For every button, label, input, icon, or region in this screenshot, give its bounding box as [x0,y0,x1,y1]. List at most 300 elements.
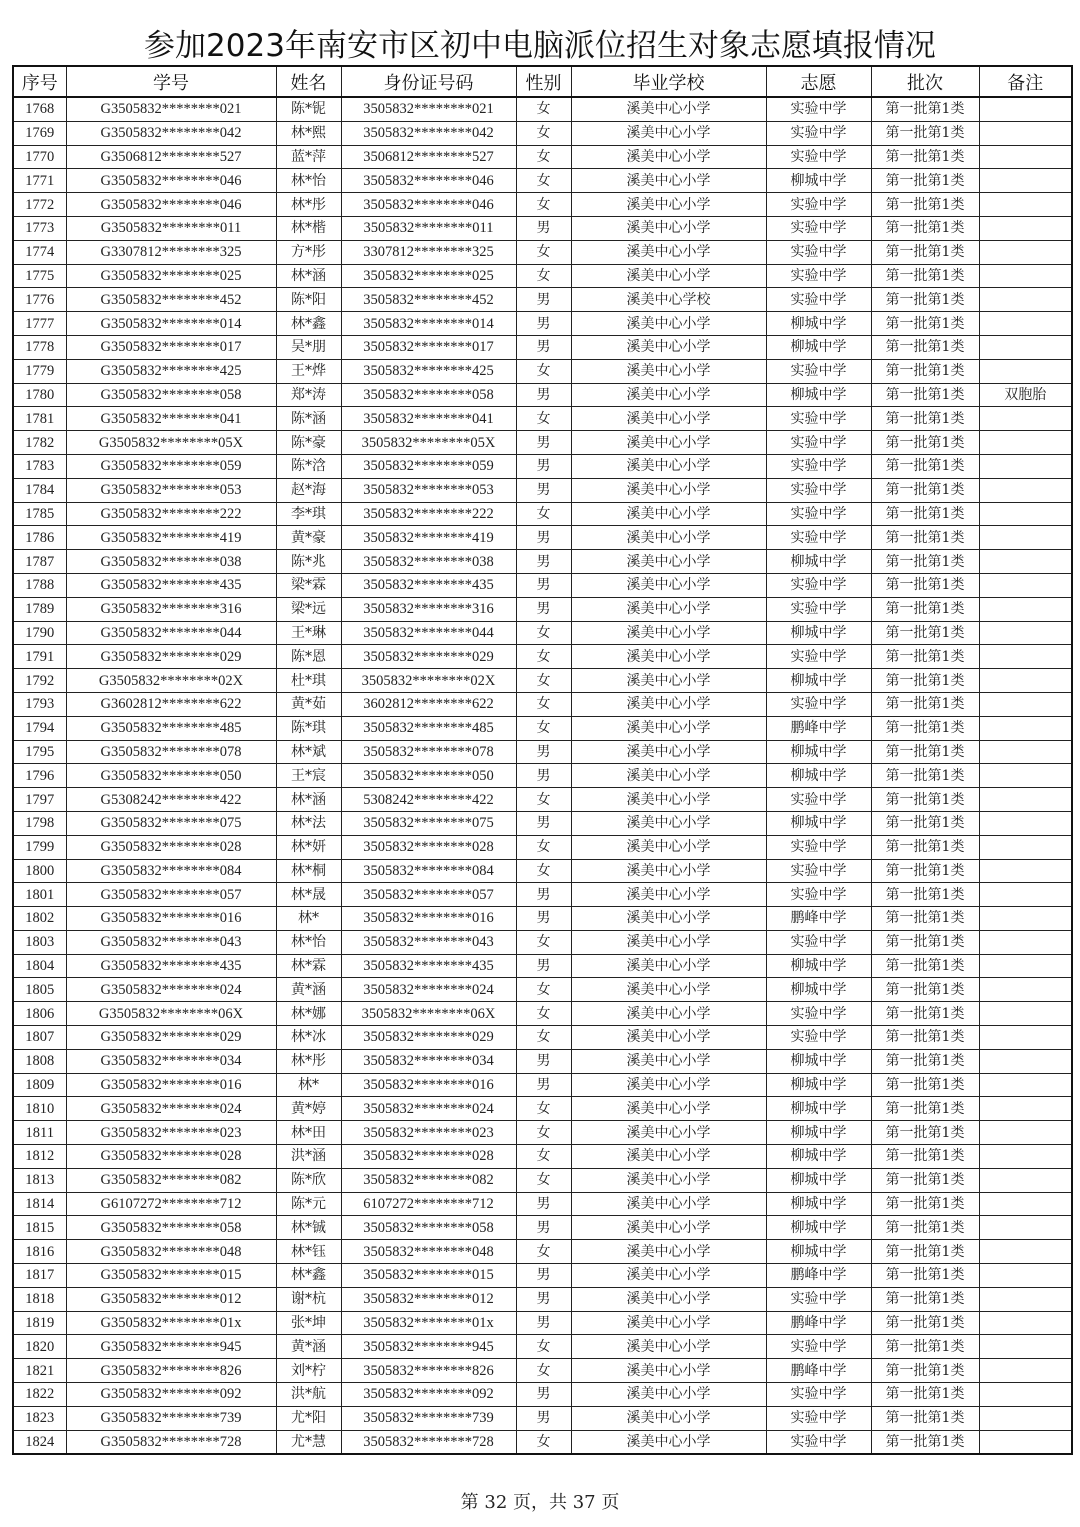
cell-student-id: G3505832********082 [66,1168,276,1192]
cell-remarks [979,716,1072,740]
cell-student-id: G3505832********075 [66,811,276,835]
cell-gender: 女 [516,1121,571,1145]
cell-preference: 实验中学 [766,883,871,907]
cell-graduation-school: 溪美中心小学 [571,383,766,407]
cell-id-number: 3505832********029 [341,645,516,669]
cell-gender: 女 [516,1240,571,1264]
cell-graduation-school: 溪美中心小学 [571,407,766,431]
cell-gender: 男 [516,431,571,455]
cell-remarks [979,478,1072,502]
cell-graduation-school: 溪美中心小学 [571,359,766,383]
cell-preference: 实验中学 [766,502,871,526]
table-row [13,907,1072,931]
cell-name: 林*钰 [276,1240,341,1264]
cell-student-id: G6107272********712 [66,1192,276,1216]
cell-id-number: 3505832********452 [341,288,516,312]
cell-gender: 男 [516,597,571,621]
cell-id-number: 3505832********082 [341,1168,516,1192]
cell-index: 1772 [13,193,66,217]
cell-preference: 实验中学 [766,216,871,240]
cell-id-number: 3505832********016 [341,1073,516,1097]
cell-student-id: G3505832********024 [66,1097,276,1121]
cell-index: 1771 [13,169,66,193]
cell-batch: 第一批第1类 [871,1192,979,1216]
cell-preference: 实验中学 [766,478,871,502]
cell-gender: 女 [516,359,571,383]
cell-name: 李*琪 [276,502,341,526]
cell-preference: 实验中学 [766,431,871,455]
cell-preference: 柳城中学 [766,954,871,978]
cell-batch: 第一批第1类 [871,1145,979,1169]
cell-gender: 女 [516,692,571,716]
cell-graduation-school: 溪美中心小学 [571,1097,766,1121]
cell-batch: 第一批第1类 [871,216,979,240]
cell-gender: 女 [516,1335,571,1359]
table-row [13,597,1072,621]
cell-remarks [979,1264,1072,1288]
cell-batch: 第一批第1类 [871,811,979,835]
table-row [13,621,1072,645]
page-indicator: 第 32 页，共 37 页 [460,1492,620,1513]
cell-remarks [979,169,1072,193]
cell-id-number: 3505832********034 [341,1049,516,1073]
cell-gender: 女 [516,145,571,169]
table-row [13,764,1072,788]
cell-name: 赵*海 [276,478,341,502]
cell-graduation-school: 溪美中心小学 [571,193,766,217]
cell-student-id: G3505832********435 [66,954,276,978]
cell-name: 林*妍 [276,835,341,859]
cell-remarks [979,240,1072,264]
cell-remarks [979,692,1072,716]
cell-student-id: G3505832********046 [66,193,276,217]
cell-student-id: G3505832********017 [66,335,276,359]
cell-graduation-school: 溪美中心小学 [571,835,766,859]
cell-name: 谢*杭 [276,1287,341,1311]
cell-batch: 第一批第1类 [871,193,979,217]
cell-graduation-school: 溪美中心小学 [571,978,766,1002]
cell-student-id: G3505832********826 [66,1359,276,1383]
cell-batch: 第一批第1类 [871,264,979,288]
cell-id-number: 3505832********053 [341,478,516,502]
cell-remarks [979,1121,1072,1145]
cell-student-id: G3505832********316 [66,597,276,621]
cell-name: 梁*远 [276,597,341,621]
cell-student-id: G3505832********05X [66,431,276,455]
cell-preference: 实验中学 [766,240,871,264]
cell-id-number: 3505832********945 [341,1335,516,1359]
cell-batch: 第一批第1类 [871,383,979,407]
cell-remarks [979,359,1072,383]
cell-student-id: G3505832********485 [66,716,276,740]
cell-batch: 第一批第1类 [871,788,979,812]
cell-graduation-school: 溪美中心小学 [571,669,766,693]
cell-index: 1778 [13,335,66,359]
cell-remarks [979,1097,1072,1121]
cell-student-id: G3505832********021 [66,97,276,121]
cell-batch: 第一批第1类 [871,954,979,978]
table-row [13,121,1072,145]
cell-gender: 女 [516,240,571,264]
table-row [13,645,1072,669]
cell-graduation-school: 溪美中心小学 [571,883,766,907]
cell-name: 郑*涛 [276,383,341,407]
cell-gender: 男 [516,1073,571,1097]
cell-graduation-school: 溪美中心小学 [571,121,766,145]
cell-id-number: 3505832********826 [341,1359,516,1383]
cell-name: 林*楷 [276,216,341,240]
cell-index: 1818 [13,1287,66,1311]
cell-graduation-school: 溪美中心小学 [571,454,766,478]
cell-preference: 鹏峰中学 [766,1264,871,1288]
cell-batch: 第一批第1类 [871,288,979,312]
cell-id-number: 3505832********485 [341,716,516,740]
cell-index: 1824 [13,1430,66,1454]
cell-index: 1786 [13,526,66,550]
cell-name: 尤*慧 [276,1430,341,1454]
cell-gender: 女 [516,193,571,217]
cell-preference: 柳城中学 [766,621,871,645]
cell-preference: 实验中学 [766,930,871,954]
cell-batch: 第一批第1类 [871,1311,979,1335]
cell-gender: 女 [516,1359,571,1383]
cell-preference: 柳城中学 [766,550,871,574]
cell-gender: 女 [516,859,571,883]
cell-remarks [979,1168,1072,1192]
cell-id-number: 3505832********038 [341,550,516,574]
cell-graduation-school: 溪美中心小学 [571,1240,766,1264]
cell-remarks [979,431,1072,455]
cell-preference: 实验中学 [766,1406,871,1430]
cell-id-number: 3505832********425 [341,359,516,383]
cell-remarks [979,1335,1072,1359]
table-row [13,240,1072,264]
cell-remarks [979,550,1072,574]
cell-name: 林*田 [276,1121,341,1145]
cell-graduation-school: 溪美中心学校 [571,288,766,312]
cell-id-number: 3505832********058 [341,1216,516,1240]
cell-preference: 实验中学 [766,193,871,217]
cell-name: 林*铖 [276,1216,341,1240]
cell-batch: 第一批第1类 [871,930,979,954]
cell-name: 洪*涵 [276,1145,341,1169]
cell-id-number: 3505832********012 [341,1287,516,1311]
cell-preference: 柳城中学 [766,335,871,359]
table-row [13,216,1072,240]
cell-batch: 第一批第1类 [871,883,979,907]
cell-gender: 男 [516,454,571,478]
cell-batch: 第一批第1类 [871,1026,979,1050]
cell-index: 1770 [13,145,66,169]
cell-preference: 实验中学 [766,1430,871,1454]
table-row [13,431,1072,455]
cell-gender: 男 [516,216,571,240]
cell-index: 1779 [13,359,66,383]
cell-name: 林*彤 [276,193,341,217]
cell-student-id: G3505832********024 [66,978,276,1002]
cell-gender: 女 [516,645,571,669]
cell-batch: 第一批第1类 [871,1121,979,1145]
cell-student-id: G3505832********014 [66,312,276,336]
cell-preference: 柳城中学 [766,1049,871,1073]
table-row [13,526,1072,550]
cell-gender: 男 [516,573,571,597]
cell-id-number: 3505832********042 [341,121,516,145]
cell-preference: 柳城中学 [766,169,871,193]
cell-gender: 男 [516,1192,571,1216]
col-header-preference: 志愿 [766,66,871,97]
cell-index: 1816 [13,1240,66,1264]
cell-index: 1808 [13,1049,66,1073]
cell-graduation-school: 溪美中心小学 [571,264,766,288]
cell-id-number: 3505832********419 [341,526,516,550]
cell-id-number: 3505832********014 [341,312,516,336]
cell-name: 陈*涵 [276,407,341,431]
table-row [13,669,1072,693]
cell-index: 1814 [13,1192,66,1216]
cell-gender: 女 [516,121,571,145]
cell-remarks: 双胞胎 [979,383,1072,407]
cell-name: 方*彤 [276,240,341,264]
cell-batch: 第一批第1类 [871,121,979,145]
cell-preference: 实验中学 [766,835,871,859]
cell-graduation-school: 溪美中心小学 [571,169,766,193]
cell-id-number: 3505832********016 [341,907,516,931]
cell-graduation-school: 溪美中心小学 [571,145,766,169]
cell-id-number: 3505832********024 [341,1097,516,1121]
table-row [13,883,1072,907]
table-row [13,1049,1072,1073]
cell-id-number: 3505832********046 [341,169,516,193]
cell-student-id: G3505832********023 [66,1121,276,1145]
cell-batch: 第一批第1类 [871,573,979,597]
cell-remarks [979,1073,1072,1097]
table-row [13,1406,1072,1430]
cell-preference: 鹏峰中学 [766,716,871,740]
cell-student-id: G3505832********038 [66,550,276,574]
cell-student-id: G3505832********016 [66,907,276,931]
cell-remarks [979,788,1072,812]
cell-id-number: 3505832********084 [341,859,516,883]
cell-student-id: G3505832********945 [66,1335,276,1359]
cell-name: 蓝*萍 [276,145,341,169]
table-row [13,573,1072,597]
cell-id-number: 3506812********527 [341,145,516,169]
cell-student-id: G3602812********622 [66,692,276,716]
cell-id-number: 5308242********422 [341,788,516,812]
cell-index: 1799 [13,835,66,859]
cell-index: 1821 [13,1359,66,1383]
cell-index: 1798 [13,811,66,835]
cell-id-number: 3505832********01x [341,1311,516,1335]
cell-batch: 第一批第1类 [871,1264,979,1288]
cell-gender: 女 [516,1168,571,1192]
cell-name: 黄*涵 [276,978,341,1002]
cell-id-number: 3505832********05X [341,431,516,455]
cell-preference: 实验中学 [766,1287,871,1311]
cell-batch: 第一批第1类 [871,621,979,645]
cell-name: 陈*欣 [276,1168,341,1192]
cell-remarks [979,1406,1072,1430]
col-header-gender: 性别 [516,66,571,97]
cell-index: 1780 [13,383,66,407]
cell-graduation-school: 溪美中心小学 [571,550,766,574]
cell-graduation-school: 溪美中心小学 [571,1383,766,1407]
cell-gender: 女 [516,788,571,812]
cell-preference: 鹏峰中学 [766,1359,871,1383]
cell-remarks [979,454,1072,478]
cell-preference: 实验中学 [766,1002,871,1026]
cell-id-number: 3505832********058 [341,383,516,407]
cell-remarks [979,1002,1072,1026]
cell-batch: 第一批第1类 [871,454,979,478]
cell-index: 1796 [13,764,66,788]
cell-name: 梁*霖 [276,573,341,597]
cell-index: 1812 [13,1145,66,1169]
table-row [13,193,1072,217]
cell-preference: 实验中学 [766,597,871,621]
cell-preference: 实验中学 [766,645,871,669]
cell-name: 林*桐 [276,859,341,883]
cell-remarks [979,597,1072,621]
cell-name: 陈*琪 [276,716,341,740]
cell-id-number: 3505832********078 [341,740,516,764]
cell-gender: 男 [516,335,571,359]
cell-remarks [979,526,1072,550]
table-row [13,335,1072,359]
cell-index: 1810 [13,1097,66,1121]
cell-batch: 第一批第1类 [871,240,979,264]
cell-batch: 第一批第1类 [871,169,979,193]
cell-student-id: G3505832********059 [66,454,276,478]
cell-remarks [979,145,1072,169]
cell-name: 林*熙 [276,121,341,145]
cell-graduation-school: 溪美中心小学 [571,740,766,764]
cell-preference: 实验中学 [766,407,871,431]
cell-gender: 女 [516,1002,571,1026]
cell-gender: 男 [516,954,571,978]
table-row [13,454,1072,478]
table-row [13,788,1072,812]
cell-graduation-school: 溪美中心小学 [571,431,766,455]
cell-id-number: 3307812********325 [341,240,516,264]
cell-graduation-school: 溪美中心小学 [571,645,766,669]
cell-graduation-school: 溪美中心小学 [571,597,766,621]
cell-id-number: 3505832********050 [341,764,516,788]
cell-batch: 第一批第1类 [871,1240,979,1264]
cell-gender: 男 [516,550,571,574]
cell-remarks [979,216,1072,240]
table-row [13,288,1072,312]
cell-batch: 第一批第1类 [871,859,979,883]
cell-graduation-school: 溪美中心小学 [571,788,766,812]
cell-index: 1804 [13,954,66,978]
cell-preference: 柳城中学 [766,740,871,764]
cell-index: 1820 [13,1335,66,1359]
table-row [13,1359,1072,1383]
table-row [13,1240,1072,1264]
cell-gender: 女 [516,97,571,121]
cell-name: 林*法 [276,811,341,835]
cell-id-number: 3505832********435 [341,954,516,978]
cell-name: 尤*阳 [276,1406,341,1430]
cell-preference: 柳城中学 [766,312,871,336]
table-row [13,1430,1072,1454]
cell-remarks [979,1311,1072,1335]
table-row [13,954,1072,978]
cell-remarks [979,811,1072,835]
cell-index: 1777 [13,312,66,336]
cell-index: 1776 [13,288,66,312]
cell-gender: 女 [516,835,571,859]
cell-student-id: G3506812********527 [66,145,276,169]
cell-name: 林*冰 [276,1026,341,1050]
cell-batch: 第一批第1类 [871,764,979,788]
cell-id-number: 3505832********02X [341,669,516,693]
cell-student-id: G3505832********06X [66,1002,276,1026]
cell-batch: 第一批第1类 [871,692,979,716]
table-row [13,1097,1072,1121]
cell-remarks [979,907,1072,931]
cell-remarks [979,954,1072,978]
cell-remarks [979,669,1072,693]
cell-gender: 男 [516,1406,571,1430]
cell-remarks [979,1430,1072,1454]
cell-id-number: 3505832********057 [341,883,516,907]
cell-graduation-school: 溪美中心小学 [571,526,766,550]
cell-id-number: 3505832********028 [341,1145,516,1169]
cell-student-id: G3505832********029 [66,645,276,669]
cell-student-id: G3505832********029 [66,1026,276,1050]
cell-batch: 第一批第1类 [871,502,979,526]
table-row [13,407,1072,431]
cell-preference: 柳城中学 [766,1192,871,1216]
table-row [13,811,1072,835]
cell-remarks [979,1026,1072,1050]
cell-remarks [979,97,1072,121]
cell-gender: 男 [516,383,571,407]
cell-graduation-school: 溪美中心小学 [571,764,766,788]
cell-graduation-school: 溪美中心小学 [571,1145,766,1169]
cell-name: 林* [276,907,341,931]
cell-gender: 男 [516,1264,571,1288]
table-row [13,97,1072,121]
cell-batch: 第一批第1类 [871,1216,979,1240]
cell-batch: 第一批第1类 [871,716,979,740]
cell-batch: 第一批第1类 [871,907,979,931]
cell-index: 1785 [13,502,66,526]
cell-index: 1768 [13,97,66,121]
cell-preference: 实验中学 [766,573,871,597]
cell-gender: 男 [516,1216,571,1240]
cell-student-id: G3505832********011 [66,216,276,240]
cell-preference: 实验中学 [766,526,871,550]
cell-batch: 第一批第1类 [871,740,979,764]
cell-student-id: G3505832********012 [66,1287,276,1311]
cell-graduation-school: 溪美中心小学 [571,573,766,597]
cell-student-id: G3505832********041 [66,407,276,431]
cell-id-number: 3505832********06X [341,1002,516,1026]
cell-remarks [979,288,1072,312]
cell-preference: 实验中学 [766,288,871,312]
cell-batch: 第一批第1类 [871,359,979,383]
cell-batch: 第一批第1类 [871,1168,979,1192]
cell-id-number: 3505832********092 [341,1383,516,1407]
cell-student-id: G3505832********057 [66,883,276,907]
cell-preference: 实验中学 [766,859,871,883]
cell-remarks [979,859,1072,883]
table-body [13,97,1072,1454]
